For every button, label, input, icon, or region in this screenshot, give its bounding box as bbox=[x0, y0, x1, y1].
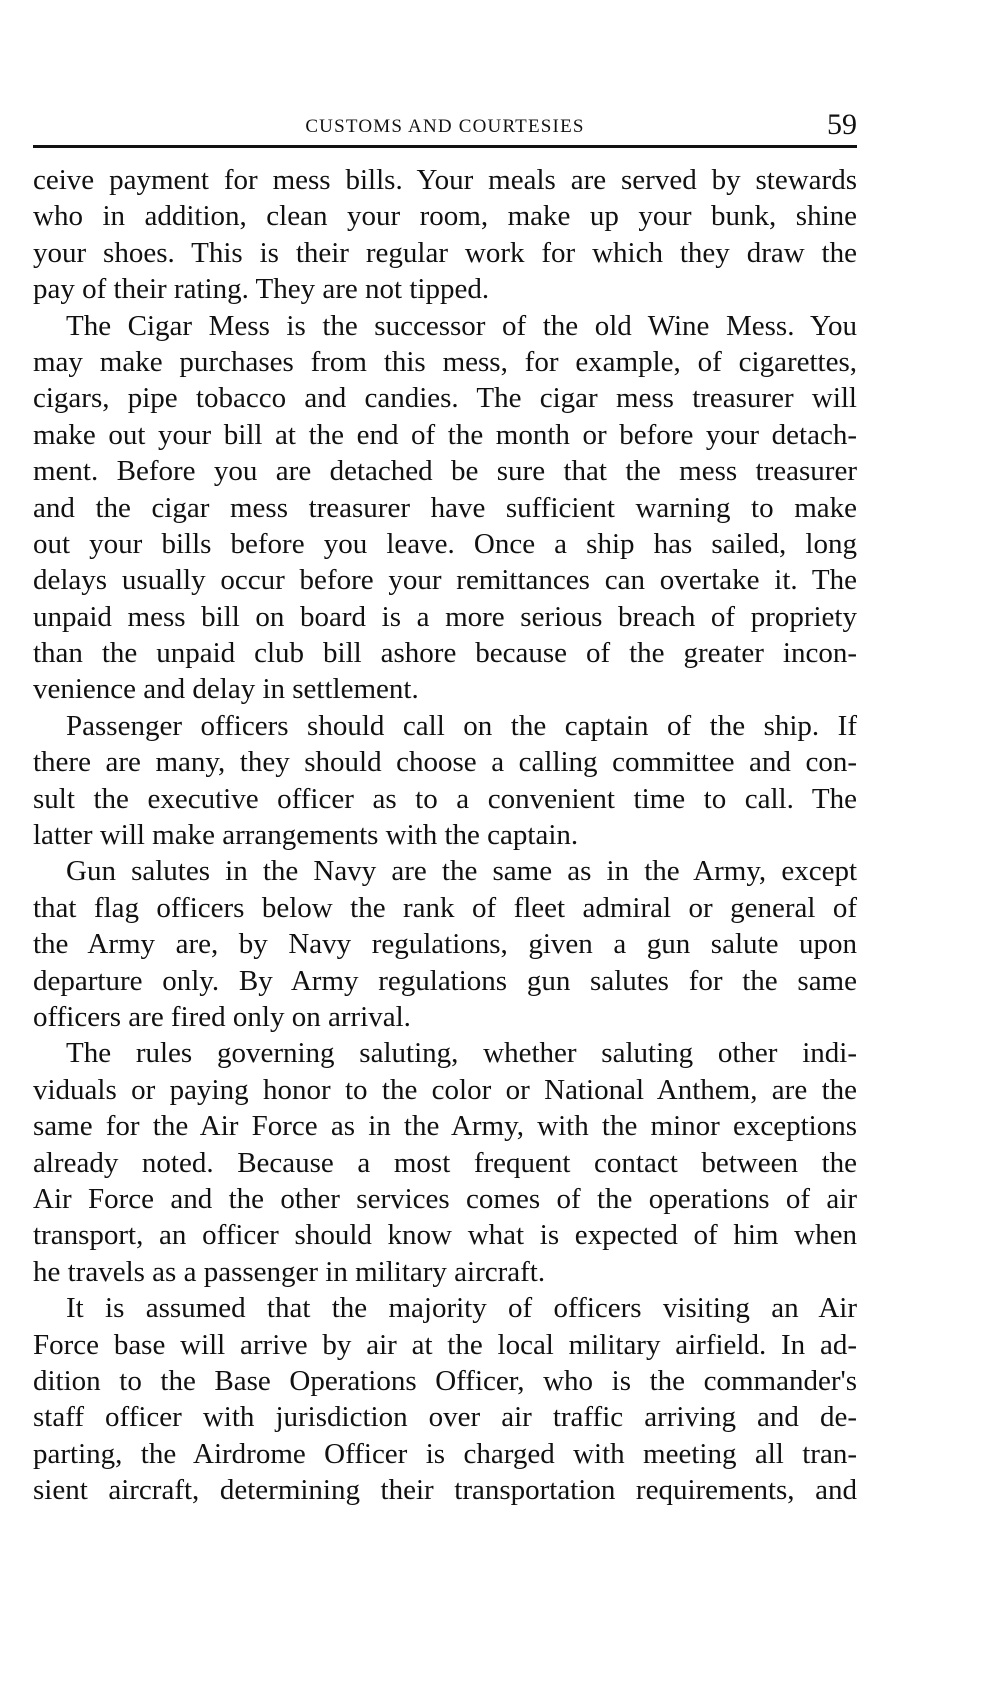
text-line: pay of their rating. They are not tipped. bbox=[33, 273, 490, 306]
text-line: Gun salutes in the Navy are the same as in the Army, except bbox=[66, 855, 857, 888]
text-line: he travels as a passenger in military aircraft. bbox=[33, 1255, 546, 1288]
text-line: already noted. Because a most frequent contact between the bbox=[33, 1146, 857, 1179]
text-line: The Cigar Mess is the successor of the old Wine Mess. You bbox=[66, 309, 857, 342]
text-line: officers are fired only on arrival. bbox=[33, 1000, 411, 1033]
text-line: It is assumed that the majority of officers visiting an Air bbox=[66, 1292, 857, 1325]
text-line: staff officer with jurisdiction over air traffic arriving and de- bbox=[33, 1401, 857, 1434]
text-line: may make purchases from this mess, for example, of cigarettes, bbox=[33, 345, 857, 378]
text-line: venience and delay in settlement. bbox=[33, 673, 419, 706]
text-line: same for the Air Force as in the Army, with the minor exceptions bbox=[33, 1110, 857, 1143]
text-line: and the cigar mess treasurer have sufficient warning to make bbox=[33, 491, 857, 524]
text-line: your shoes. This is their regular work for which they draw the bbox=[33, 236, 857, 269]
page-header bbox=[33, 108, 857, 142]
text-line: departure only. By Army regulations gun salutes for the same bbox=[33, 964, 857, 997]
text-line: who in addition, clean your room, make up your bunk, shine bbox=[33, 200, 857, 233]
text-line: unpaid mess bill on board is a more serious breach of propriety bbox=[33, 600, 857, 633]
text-line: viduals or paying honor to the color or National Anthem, are the bbox=[33, 1073, 857, 1106]
text-line: sult the executive officer as to a convenient time to call. The bbox=[33, 782, 857, 815]
text-line: The rules governing saluting, whether saluting other indi- bbox=[66, 1037, 857, 1070]
body-text bbox=[33, 162, 857, 1508]
text-line: latter will make arrangements with the captain. bbox=[33, 819, 579, 852]
text-line: there are many, they should choose a calling committee and con- bbox=[33, 746, 857, 779]
text-line: Air Force and the other services comes of the operations of air bbox=[33, 1182, 857, 1215]
running-title: CUSTOMS AND COURTESIES bbox=[305, 116, 585, 137]
text-line: dition to the Base Operations Officer, who is the commander's bbox=[33, 1364, 857, 1397]
text-line: delays usually occur before your remittances can overtake it. The bbox=[33, 564, 857, 597]
text-line: make out your bill at the end of the month or before your detach- bbox=[33, 418, 857, 451]
text-line: sient aircraft, determining their transportation requirements, and bbox=[33, 1474, 857, 1507]
text-line: transport, an officer should know what is expected of him when bbox=[33, 1219, 857, 1252]
text-line: parting, the Airdrome Officer is charged with meeting all tran- bbox=[33, 1437, 857, 1470]
text-line: Force base will arrive by air at the local military airfield. In ad- bbox=[33, 1328, 857, 1361]
page-number: 59 bbox=[827, 108, 857, 141]
header-rule bbox=[33, 145, 857, 148]
text-line: cigars, pipe tobacco and candies. The cigar mess treasurer will bbox=[33, 382, 857, 415]
text-line: than the unpaid club bill ashore because of the greater incon- bbox=[33, 637, 857, 670]
text-line: ment. Before you are detached be sure that the mess treasurer bbox=[33, 455, 857, 488]
text-line: Passenger officers should call on the captain of the ship. If bbox=[66, 709, 857, 742]
text-line: that flag officers below the rank of fleet admiral or general of bbox=[33, 891, 857, 924]
text-line: the Army are, by Navy regulations, given a gun salute upon bbox=[33, 928, 857, 961]
text-line: out your bills before you leave. Once a ship has sailed, long bbox=[33, 527, 857, 560]
text-line: ceive payment for mess bills. Your meals are served by stewards bbox=[33, 164, 857, 196]
